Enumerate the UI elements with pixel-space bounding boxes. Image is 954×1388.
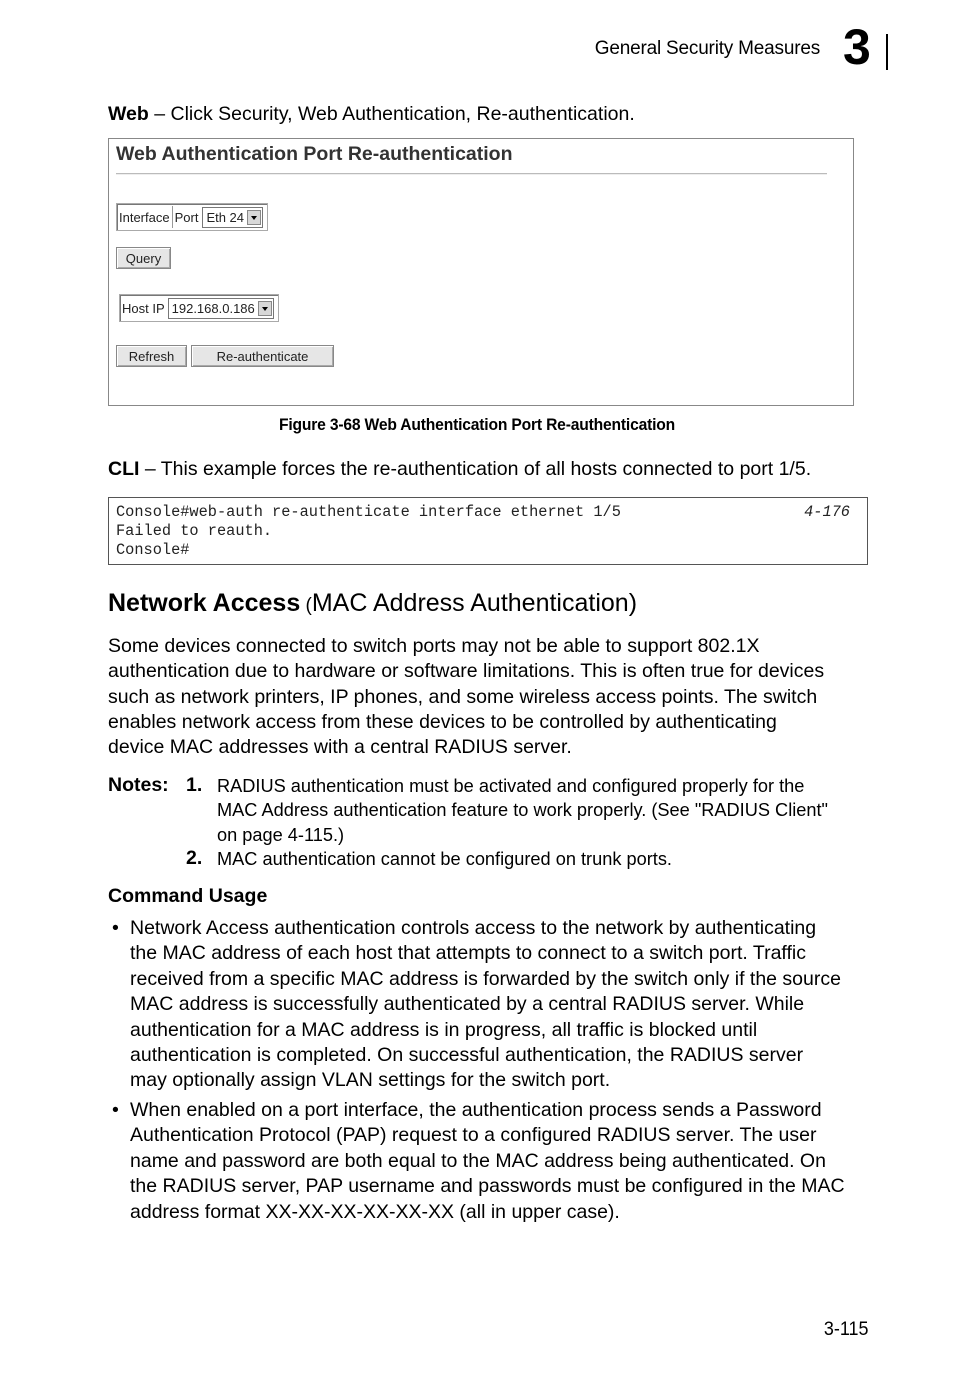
cli-code-block bbox=[108, 497, 868, 565]
note-number: 2. bbox=[186, 847, 203, 869]
paragraph-line: Some devices connected to switch ports may not be able to support 802.1X bbox=[108, 635, 760, 657]
bullet-line: MAC address is successfully authenticated by a central RADIUS server. While bbox=[130, 993, 805, 1016]
re-authenticate-button[interactable]: Re-authenticate bbox=[191, 345, 334, 367]
header-divider bbox=[886, 34, 888, 70]
figure-panel-title: Web Authentication Port Re-authentication bbox=[116, 143, 513, 165]
interface-label: Interface bbox=[119, 209, 170, 225]
command-usage-heading: Command Usage bbox=[108, 885, 268, 907]
bullet-line: authentication is completed. On successful authentication, the RADIUS server bbox=[130, 1044, 804, 1067]
paragraph-line: authentication due to hardware or software limitations. This is often true for devices bbox=[108, 660, 825, 683]
bullet-line: received from a specific MAC address is forwarded by the switch only if the source bbox=[130, 967, 841, 990]
chevron-down-icon[interactable] bbox=[247, 210, 261, 225]
figure-screenshot bbox=[108, 138, 854, 406]
group-separator bbox=[172, 206, 173, 228]
bullet-mark: • bbox=[112, 1099, 119, 1121]
bullet-line: When enabled on a port interface, the authentication process sends a Password bbox=[130, 1099, 822, 1121]
paragraph-line: device MAC addresses with a central RADIUS server. bbox=[108, 736, 572, 759]
bullet-line: authentication for a MAC address is in progress, all traffic is blocked until bbox=[130, 1018, 758, 1041]
command-reference: 4-176 bbox=[804, 503, 850, 521]
web-label: Web bbox=[108, 103, 149, 125]
note-line: MAC Address authentication feature to work properly. (See "RADIUS Client" bbox=[217, 800, 829, 821]
notes-label: Notes: bbox=[108, 774, 169, 796]
host-ip-select-value: 192.168.0.186 bbox=[171, 300, 255, 316]
bullet-line: the RADIUS server, PAP username and passwords must be configured in the MAC bbox=[130, 1175, 845, 1198]
host-ip-label: Host IP bbox=[122, 300, 165, 316]
cli-instruction-text: – This example forces the re-authentication of all hosts connected to port 1/5. bbox=[139, 458, 812, 480]
note-item bbox=[217, 774, 877, 847]
bullet-line: address format XX-XX-XX-XX-XX-XX (all in upper case). bbox=[130, 1200, 620, 1223]
section-heading-paren: ( bbox=[300, 595, 312, 616]
note-line: on page 4-115.) bbox=[217, 824, 345, 845]
code-line: Console#web-auth re-authenticate interface ethernet 1/5 bbox=[116, 503, 621, 521]
chapter-number: 3 bbox=[843, 19, 869, 75]
query-button[interactable]: Query bbox=[116, 247, 171, 269]
port-select[interactable] bbox=[202, 207, 263, 228]
note-item bbox=[217, 847, 877, 871]
host-ip-select[interactable] bbox=[168, 298, 274, 319]
bullet-mark: • bbox=[112, 917, 119, 939]
note-line: MAC authentication cannot be configured on trunk ports. bbox=[217, 849, 672, 869]
host-ip-group bbox=[119, 294, 279, 322]
section-heading bbox=[108, 589, 637, 618]
port-select-value: Eth 24 bbox=[206, 209, 245, 225]
note-number: 1. bbox=[186, 774, 203, 796]
bullet-line: the MAC address of each host that attempts to connect to a switch port. Traffic bbox=[130, 942, 806, 965]
bullet-line: name and password are both equal to the MAC address being authenticated. On bbox=[130, 1149, 826, 1172]
section-heading-bold: Network Access bbox=[108, 589, 301, 617]
refresh-button[interactable]: Refresh bbox=[116, 345, 187, 367]
web-instruction bbox=[108, 102, 635, 127]
running-header: General Security Measures bbox=[594, 38, 820, 59]
bullet-item bbox=[130, 916, 870, 1094]
figure-title-rule bbox=[116, 173, 827, 175]
bullet-line: Network Access authentication controls access to the network by authenticating bbox=[130, 917, 817, 939]
web-instruction-text: – Click Security, Web Authentication, Re-authentication. bbox=[148, 103, 635, 125]
paragraph-line: enables network access from these devices to be controlled by authenticating bbox=[108, 710, 777, 733]
page-number: 3-115 bbox=[823, 1318, 868, 1340]
bullet-item bbox=[130, 1098, 870, 1225]
code-line: Console# bbox=[116, 541, 190, 559]
port-label: Port bbox=[174, 209, 199, 225]
bullet-line: may optionally assign VLAN settings for the switch port. bbox=[130, 1069, 611, 1092]
bullet-line: Authentication Protocol (PAP) request to a configured RADIUS server. The user bbox=[130, 1124, 817, 1147]
cli-label: CLI bbox=[108, 458, 140, 480]
cli-instruction bbox=[108, 457, 811, 482]
figure-caption: Figure 3-68 Web Authentication Port Re-authentication bbox=[278, 415, 676, 434]
section-heading-rest: MAC Address Authentication) bbox=[311, 589, 638, 617]
chevron-down-icon[interactable] bbox=[258, 301, 272, 316]
interface-port-group bbox=[116, 203, 268, 231]
paragraph-line: such as network printers, IP phones, and some wireless access points. The switch bbox=[108, 685, 818, 708]
code-line: Failed to reauth. bbox=[116, 522, 273, 540]
note-line: RADIUS authentication must be activated and configured properly for the bbox=[217, 776, 805, 796]
intro-paragraph bbox=[108, 634, 824, 760]
